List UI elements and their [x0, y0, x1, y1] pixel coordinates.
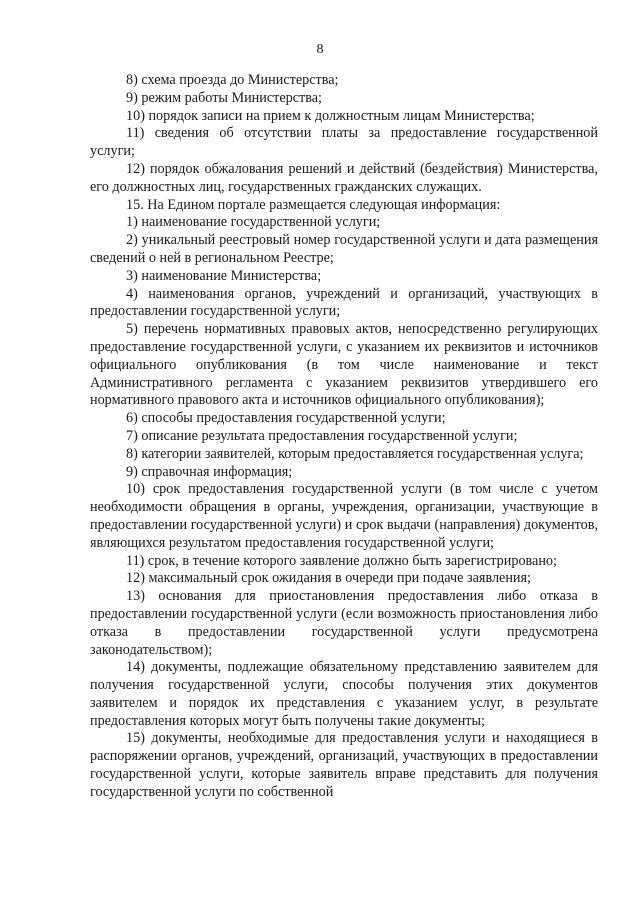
paragraph-item-11-fee: 11) сведения об отсутствии платы за предоставление государственной услуги; — [90, 125, 598, 160]
list-item-3: 3) наименование Министерства; — [126, 267, 322, 284]
document-body — [90, 72, 598, 802]
list-item-13: 13) основания для приостановления предоставления либо отказа в предоставлении государственной услуги (если возможность приостановления либо отказа в предоставлении государственной услуги предусмотрена законодательством); — [90, 588, 598, 658]
section-15-heading: 15. На Едином портале размещается следующая информация: — [126, 196, 501, 213]
list-item-1: 1) наименование государственной услуги; — [126, 214, 381, 231]
paragraph-item-10-appointment: 10) порядок записи на прием к должностным лицам Министерства; — [126, 107, 535, 124]
page-number: 8 — [316, 42, 324, 57]
list-item-11: 11) срок, в течение которого заявление должно быть зарегистрировано; — [126, 552, 557, 569]
list-item-10: 10) срок предоставления государственной услуги (в том числе с учетом необходимости обращения в органы, учреждения, организации, участвующие в предоставлении государственной услуги) и срок выдачи (направления) документов, являющихся результатом предоставления государственной услуги; — [90, 481, 598, 551]
list-item-9: 9) справочная информация; — [126, 463, 293, 480]
list-item-8: 8) категории заявителей, которым предоставляется государственная услуга; — [126, 445, 584, 462]
list-item-15: 15) документы, необходимые для предоставления услуги и находящиеся в распоряжении органов, учреждений, организаций, участвующих в предоставлении государственной услуги, которые заявитель вправе представить для получения государственной услуги по собственной — [90, 730, 598, 800]
list-item-2: 2) уникальный реестровый номер государственной услуги и дата размещения сведений о ней в региональном Реестре; — [90, 232, 598, 266]
list-item-6: 6) способы предоставления государственной услуги; — [126, 410, 446, 427]
paragraph-item-8-scheme: 8) схема проезда до Министерства; — [126, 72, 339, 88]
list-item-4: 4) наименования органов, учреждений и организаций, участвующих в предоставлении государственной услуги; — [90, 285, 598, 320]
paragraph-item-9-schedule: 9) режим работы Министерства; — [126, 89, 322, 106]
list-item-5: 5) перечень нормативных правовых актов, непосредственно регулирующих предоставление государственной услуги, с указанием их реквизитов и источников официального опубликования (в том числе наименование и текст Административного регламента с указанием реквизитов утвердившего его нормативного правового акта и источников официального опубликования); — [90, 321, 598, 409]
list-item-12: 12) максимальный срок ожидания в очереди при подаче заявления; — [126, 570, 531, 587]
list-item-7: 7) описание результата предоставления государственной услуги; — [126, 427, 518, 444]
paragraph-item-12-appeal: 12) порядок обжалования решений и действий (бездействия) Министерства, его должностных лиц, государственных гражданских служащих. — [90, 160, 598, 195]
list-item-14: 14) документы, подлежащие обязательному представлению заявителем для получения государственной услуги, способы получения этих документов заявителем и порядок их представления с указанием услуг, в результате предоставления которых могут быть получены такие документы; — [90, 659, 598, 729]
